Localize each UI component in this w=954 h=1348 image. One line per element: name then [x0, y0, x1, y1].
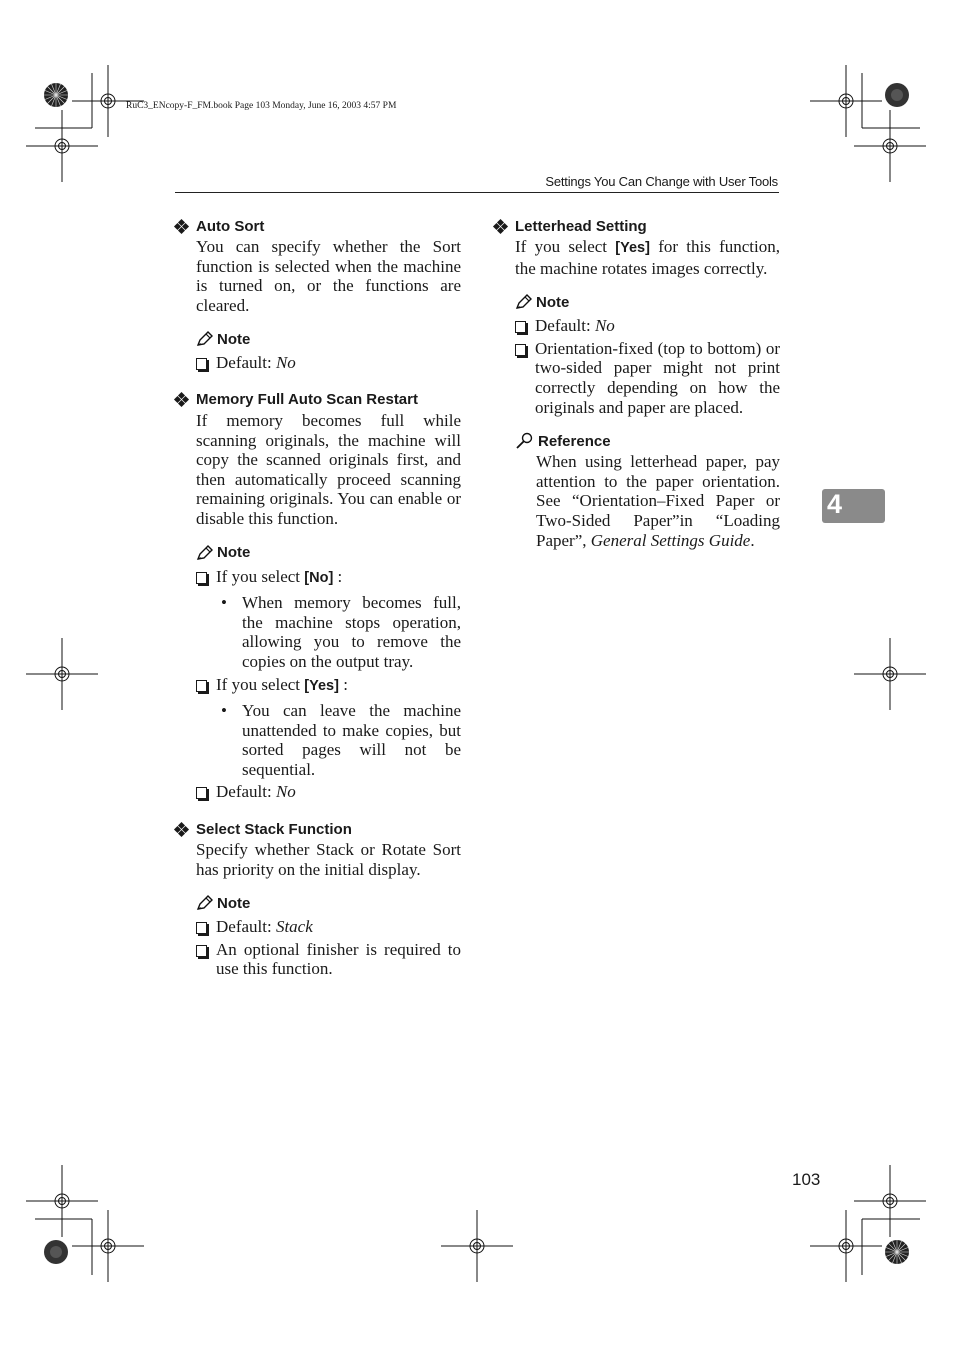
reference-body — [536, 452, 780, 550]
default-value: No — [594, 316, 615, 336]
right-column — [494, 215, 780, 566]
default-label: Default: — [216, 353, 276, 373]
pencil-note-icon — [196, 895, 214, 911]
section-title: Memory Full Auto Scan Restart — [196, 391, 418, 409]
item-suffix: : — [338, 674, 348, 694]
reference-guide-title: General Settings Guide — [590, 530, 751, 550]
note-label: Note — [217, 544, 251, 562]
checkbox-bullet-icon — [196, 922, 207, 934]
section-heading — [175, 818, 461, 840]
default-label: Default: — [535, 316, 595, 336]
diamond-bullet-icon — [494, 220, 507, 233]
note-heading — [515, 291, 780, 313]
bullet-text: When memory becomes full, the machine stops operation, allowing you to remove the copies on the output tray. — [242, 593, 461, 671]
body-suffix: for this function, the machine rotates images correctly. — [515, 237, 780, 278]
list-item — [515, 316, 780, 336]
checkbox-bullet-icon — [515, 344, 526, 356]
chapter-tab — [822, 489, 885, 523]
left-column — [175, 215, 461, 995]
bullet-list — [217, 701, 461, 779]
section-heading — [494, 215, 780, 237]
list-item — [515, 339, 780, 417]
page-number: 103 — [792, 1170, 821, 1189]
list-item — [196, 353, 461, 373]
pencil-note-icon — [196, 331, 214, 347]
pencil-note-icon — [515, 294, 533, 310]
item-prefix: If you select — [216, 674, 305, 694]
note-label: Note — [217, 330, 251, 348]
section-heading — [175, 215, 461, 237]
checkbox-bullet-icon — [196, 680, 207, 692]
default-value: Stack — [275, 917, 313, 937]
list-item — [196, 675, 461, 697]
header-rule — [175, 192, 779, 193]
body-prefix: If you select — [515, 237, 616, 256]
default-label: Default: — [216, 917, 276, 937]
section-letterhead — [494, 215, 780, 550]
note-list — [196, 567, 461, 803]
bullet-item — [217, 701, 461, 779]
checkbox-bullet-icon — [515, 321, 526, 333]
section-select-stack — [175, 818, 461, 979]
note-heading — [196, 328, 461, 350]
key-label: [Yes] — [304, 677, 339, 694]
checkbox-bullet-icon — [196, 787, 207, 799]
reference-text: When using letterhead paper, pay attention to the paper orientation. See “Orientation–Fixed Paper or Two-Sided Paper”in “Loading Paper”, — [536, 452, 780, 550]
note-list — [515, 316, 780, 417]
item-text: An optional finisher is required to use this function. — [216, 939, 461, 979]
dot-bullet-icon: • — [221, 593, 227, 613]
item-prefix: If you select — [216, 566, 305, 586]
section-auto-sort — [175, 215, 461, 373]
note-label: Note — [536, 293, 570, 311]
key-label: [Yes] — [615, 240, 650, 256]
note-list — [196, 353, 461, 373]
magnifier-reference-icon — [515, 432, 535, 450]
default-label: Default: — [216, 782, 276, 802]
reference-heading — [515, 430, 780, 452]
running-header: Settings You Can Change with User Tools — [545, 174, 778, 189]
note-heading — [196, 542, 461, 564]
checkbox-bullet-icon — [196, 572, 207, 584]
checkbox-bullet-icon — [196, 358, 207, 370]
diamond-bullet-icon — [175, 823, 188, 836]
diamond-bullet-icon — [175, 393, 188, 406]
section-heading — [175, 389, 461, 411]
section-title: Select Stack Function — [196, 820, 352, 838]
chapter-number: 4 — [827, 489, 843, 519]
bullet-text: You can leave the machine unattended to make copies, but sorted pages will not be sequential. — [242, 701, 461, 779]
file-info: RuC3_ENcopy-F_FM.book Page 103 Monday, June 16, 2003 4:57 PM — [126, 101, 397, 111]
section-body: Specify whether Stack or Rotate Sort has priority on the initial display. — [196, 840, 461, 879]
section-title: Auto Sort — [196, 217, 265, 235]
dot-bullet-icon: • — [221, 701, 227, 721]
list-item — [196, 567, 461, 589]
section-body: You can specify whether the Sort function is selected when the machine is turned on, or the functions are cleared. — [196, 237, 461, 315]
default-value: No — [275, 353, 296, 373]
diamond-bullet-icon — [175, 220, 188, 233]
list-item — [196, 782, 461, 802]
list-item — [196, 917, 461, 937]
note-list — [196, 917, 461, 979]
checkbox-bullet-icon — [196, 945, 207, 957]
default-value: No — [275, 782, 296, 802]
reference-end: . — [750, 530, 755, 550]
section-body — [515, 237, 780, 278]
section-memory-full — [175, 389, 461, 802]
item-suffix: : — [333, 566, 343, 586]
list-item — [196, 940, 461, 979]
note-label: Note — [217, 894, 251, 912]
bullet-item — [217, 593, 461, 671]
reference-label: Reference — [538, 432, 611, 450]
section-title: Letterhead Setting — [515, 217, 647, 235]
item-text: Orientation-fixed (top to bottom) or two-sided paper might not print correctly depending on how the originals and paper are placed. — [535, 338, 780, 417]
bullet-list — [217, 593, 461, 671]
note-heading — [196, 892, 461, 914]
section-body: If memory becomes full while scanning originals, the machine will copy the scanned originals first, and then automatically proceed scanning remaining originals. You can enable or disable this function. — [196, 410, 461, 528]
pencil-note-icon — [196, 545, 214, 561]
key-label: [No] — [304, 569, 334, 586]
